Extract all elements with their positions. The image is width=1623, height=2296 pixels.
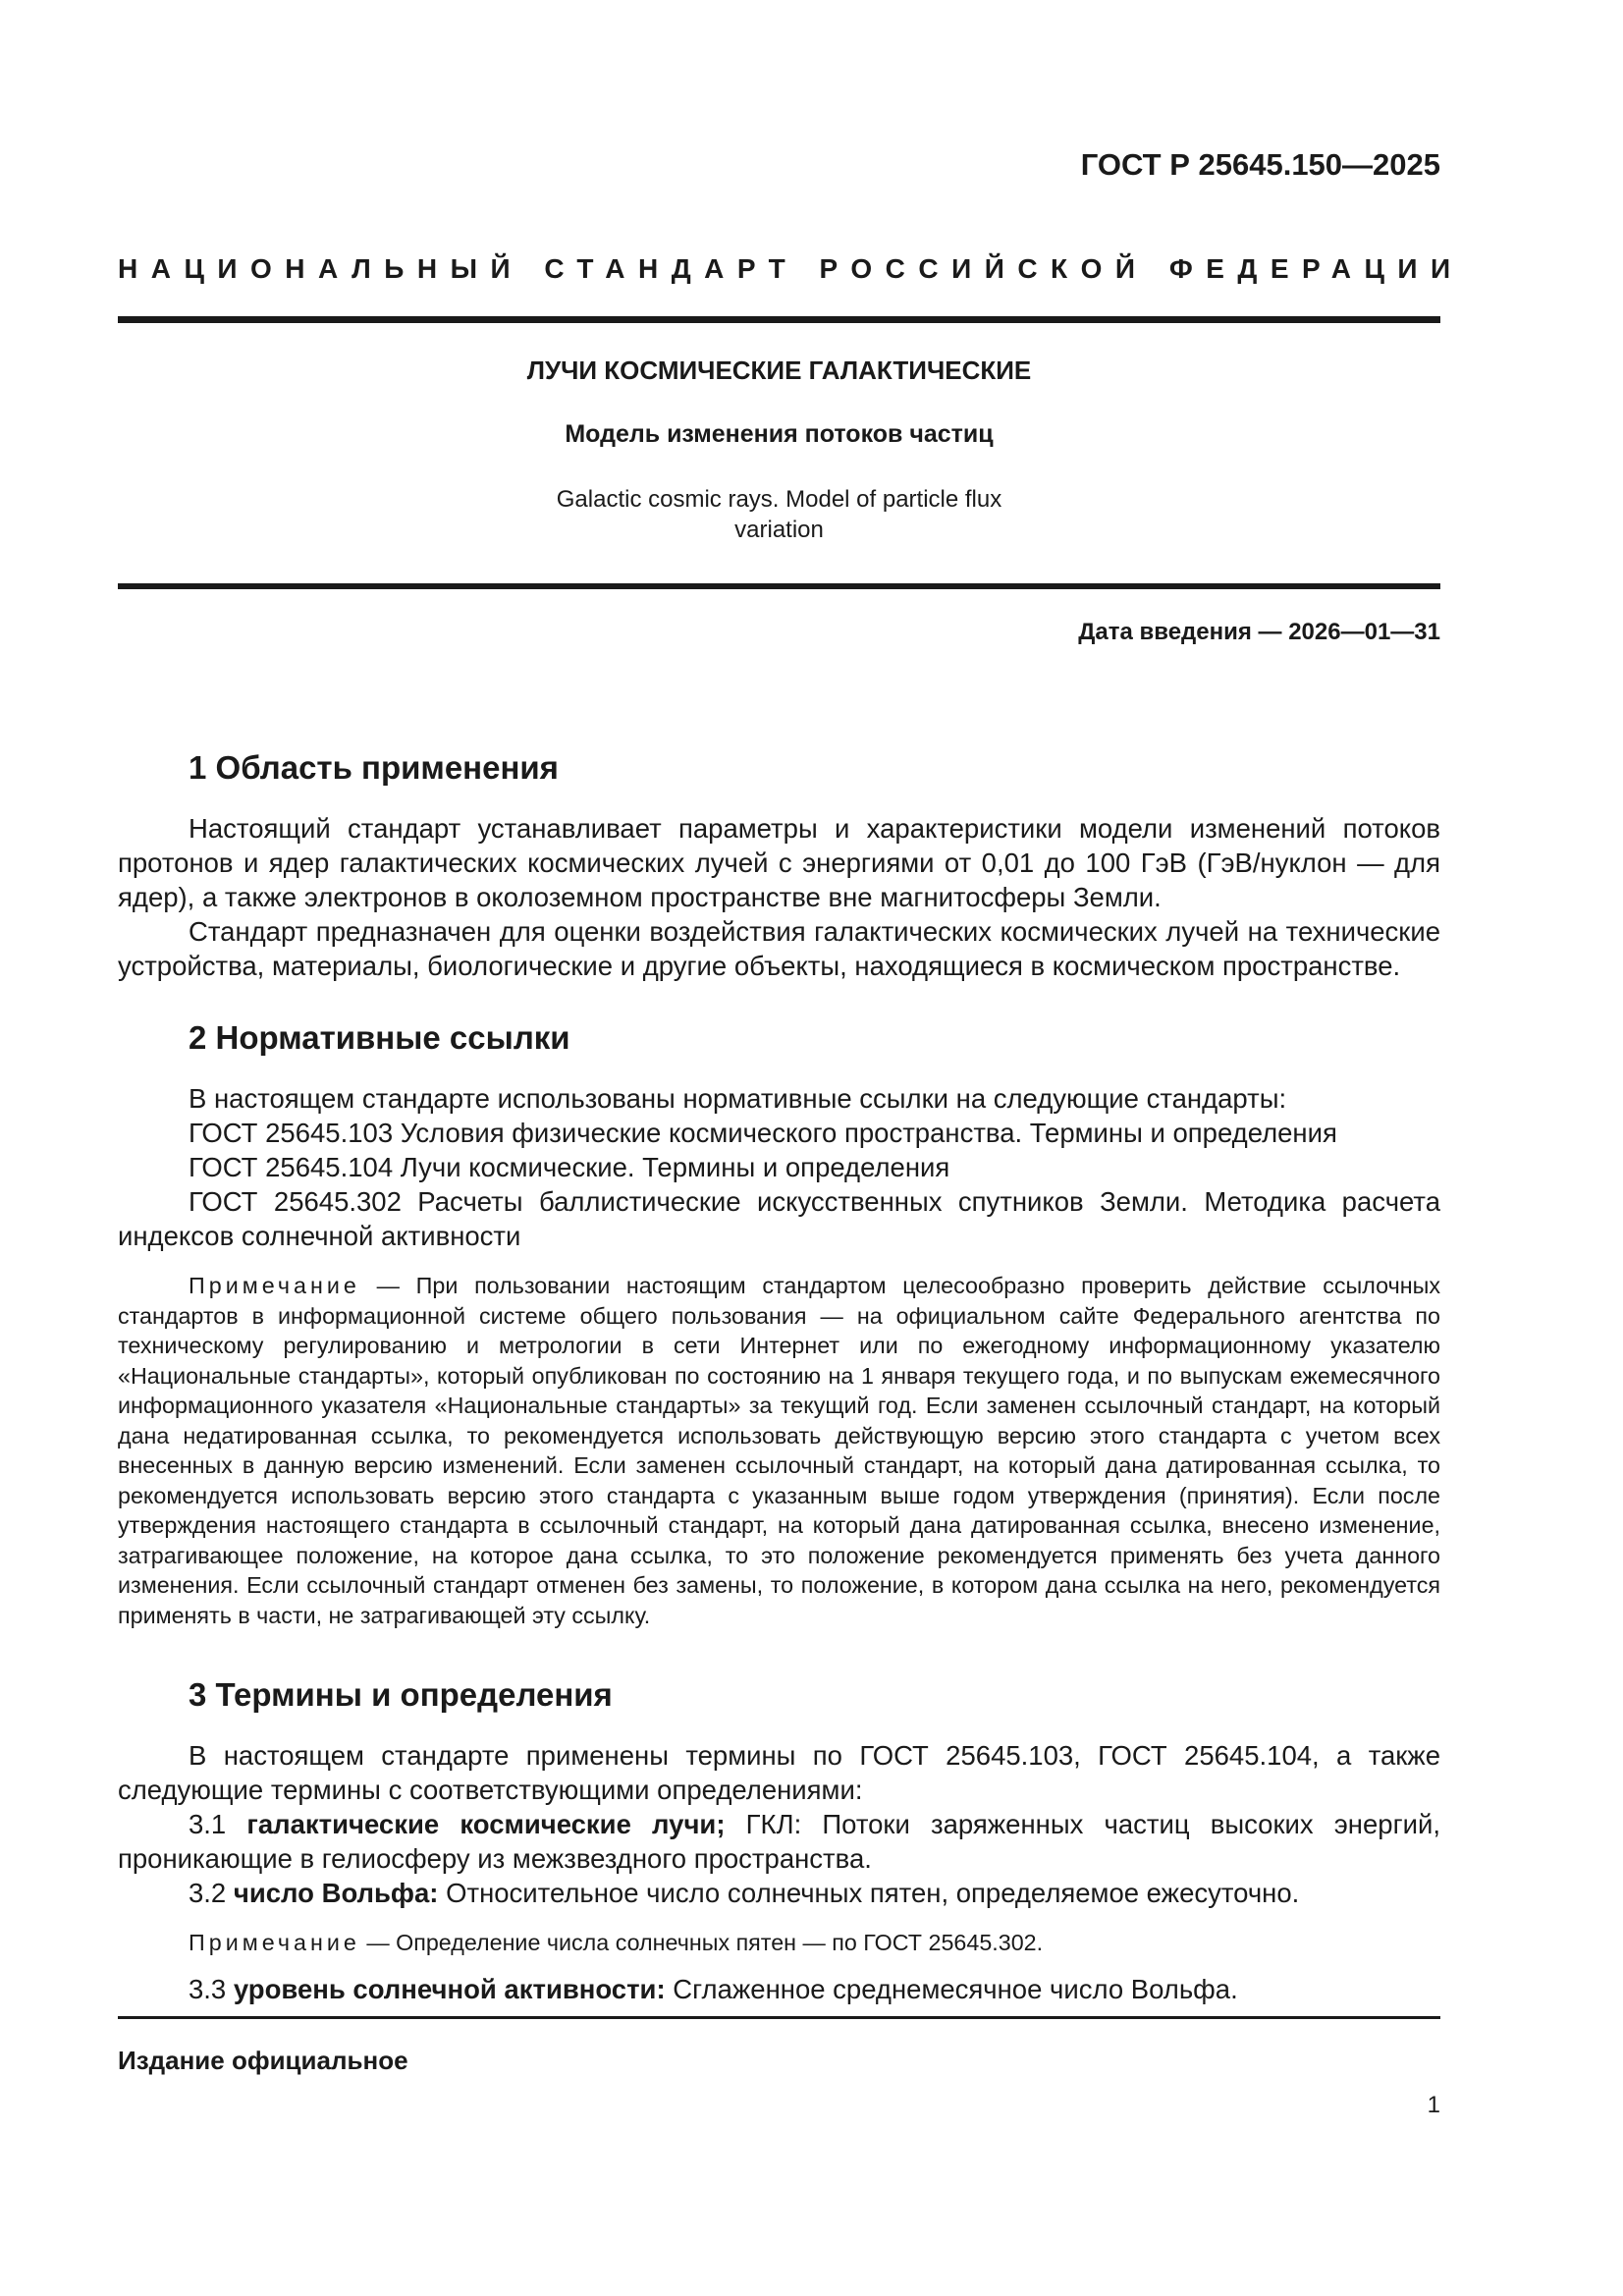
reference-item: ГОСТ 25645.103 Условия физические космического пространства. Термины и определения [189,1118,1337,1148]
page-number: 1 [1427,2092,1440,2118]
introduction-date: Дата введения — 2026—01—31 [1078,619,1440,645]
section-scope [118,748,1440,983]
english-title-line-2: variation [734,517,824,543]
term-definition: ГКЛ: Потоки заряженных частиц высоких энергий, проникающие в гелиосферу из межзвездного пространства. [118,1809,1440,1874]
document-title: ЛУЧИ КОСМИЧЕСКИЕ ГАЛАКТИЧЕСКИЕ [526,355,1032,385]
english-title-line-1: Galactic cosmic rays. Model of particle flux [556,486,1002,513]
section-terms [118,1675,1440,2006]
term-name: уровень солнечной активности: [233,1973,666,2004]
section-heading: 3 Термины и определения [189,1676,613,1713]
top-divider [118,316,1440,323]
document-subtitle: Модель изменения потоков частиц [565,420,994,448]
section-heading: 2 Нормативные ссылки [189,1019,570,1056]
term-entry [118,1876,1440,1910]
note-text: — При пользовании настоящим стандартом целесообразно проверить действие ссылочных стандартов в информационной системе общего пользования — на официальном сайте Федерального агентства по техническому регулированию и метрологии в сети Интернет или по ежегодному информационному указателю «Национальные стандарты», который опубликован по состоянию на 1 января текущего года, и по выпускам ежемесячного информационного указателя «Национальные стандарты» за текущий год. Если заменен ссылочный стандарт, на который дана недатированная ссылка, то рекомендуется использовать действующую версию этого стандарта с учетом всех внесенных в данную версию изменений. Если заменен ссылочный стандарт, на который дана датированная ссылка, то рекомендуется использовать версию этого стандарта с указанным выше годом утверждения (принятия). Если после утверждения настоящего стандарта в ссылочный стандарт, на который дана датированная ссылка, внесено изменение, затрагивающее положение, на которое дана ссылка, то это положение рекомендуется применять без учета данного изменения. Если ссылочный стандарт отменен без замены, то положение, в котором дана ссылка на него, рекомендуется применять в части, не затрагивающей эту ссылку. [118,1273,1440,1628]
note-label: Примечание [189,1273,360,1298]
document-code: ГОСТ Р 25645.150—2025 [1080,147,1440,182]
term-entry [118,1972,1440,2006]
official-edition-label: Издание официальное [118,2046,408,2075]
paragraph: В настоящем стандарте применены термины по ГОСТ 25645.103, ГОСТ 25645.104, а также следующие термины с соответствующими определениями: [118,1740,1440,1805]
reference-item: ГОСТ 25645.104 Лучи космические. Термины и определения [189,1152,950,1182]
note [118,1928,1440,1958]
term-name: число Вольфа: [233,1878,439,1908]
term-number: 3.1 [189,1809,247,1839]
note-text: — Определение числа солнечных пятен — по ГОСТ 25645.302. [359,1930,1044,1955]
section-heading: 1 Область применения [189,749,559,786]
title-divider [118,583,1440,589]
term-number: 3.2 [189,1878,234,1908]
paragraph: Настоящий стандарт устанавливает параметры и характеристики модели изменений потоков протонов и ядер галактических космических лучей с энергиями от 0,01 до 100 ГэВ (ГэВ/нуклон — для ядер), а также электронов в околоземном пространстве вне магнитосферы Земли. [118,813,1440,912]
term-definition: Сглаженное среднемесячное число Вольфа. [665,1973,1238,2004]
paragraph: Стандарт предназначен для оценки воздействия галактических космических лучей на технические устройства, материалы, биологические и другие объекты, находящиеся в космическом пространстве. [118,916,1440,981]
note [118,1271,1440,1630]
reference-item: ГОСТ 25645.302 Расчеты баллистические искусственных спутников Земли. Методика расчета индексов солнечной активности [118,1186,1440,1251]
footer-divider [118,2016,1440,2019]
term-definition: Относительное число солнечных пятен, определяемое ежесуточно. [438,1878,1300,1908]
term-entry [118,1807,1440,1876]
section-normative-references [118,1018,1440,1630]
english-title [118,484,1440,545]
term-number: 3.3 [189,1973,234,2004]
note-label: Примечание [189,1930,360,1955]
national-standard-banner: НАЦИОНАЛЬНЫЙ СТАНДАРТ РОССИЙСКОЙ ФЕДЕРАЦИИ [118,253,1464,284]
document-body [118,748,1440,2006]
term-name: галактические космические лучи; [246,1809,726,1839]
paragraph: В настоящем стандарте использованы нормативные ссылки на следующие стандарты: [189,1083,1287,1114]
